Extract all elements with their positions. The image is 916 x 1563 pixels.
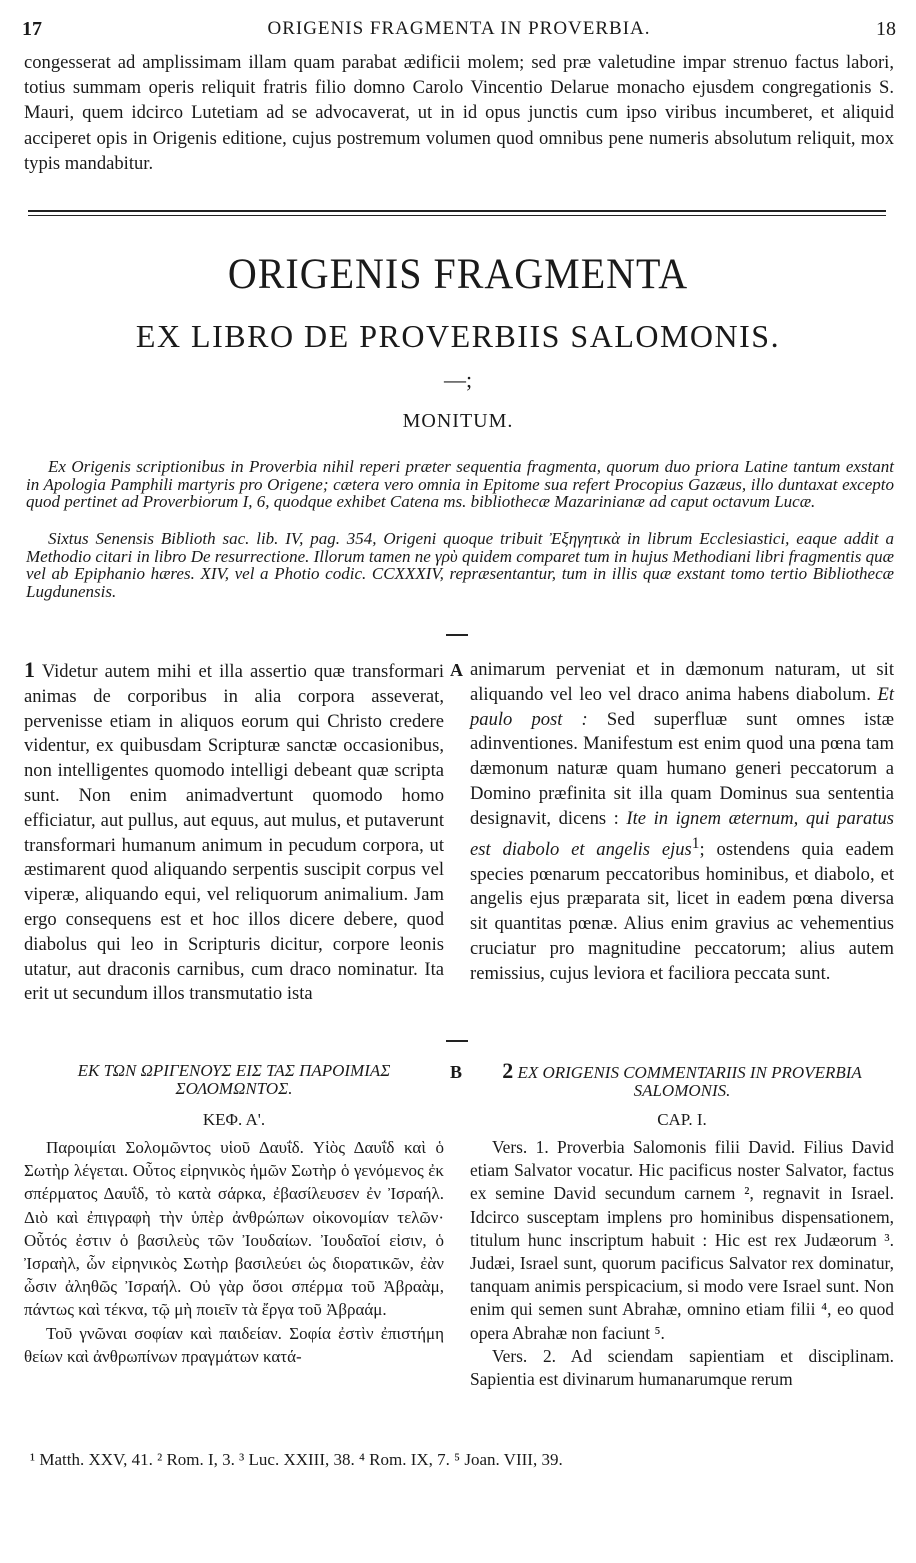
greek-paragraph-2: Τοῦ γνῶναι σοφίαν καὶ παιδείαν. Σοφία ἐστὶν ἐπιστήμη θείων καὶ ἀνθρωπίνων πραγμάτων κατά- [24, 1323, 444, 1366]
section-divider-2 [446, 1040, 468, 1042]
section1-right-text-3: ; ostendens quia eadem species pœnarum peccatoribus hominibus, et diabolo, et angelis ejus præparata sit, licet in eadem pœna diversa sit quantitas pœnæ. Alius enim gravius ac vehementius cruciatur pro magnitudine peccatorum; alius autem remissius, cujus leviora et faciliora peccata sunt. [470, 838, 894, 984]
section1-left-column [24, 658, 444, 1007]
latin-chapter-label: CAP. I. [657, 1110, 707, 1129]
greek-paragraph-1: Παροιμίαι Σολομῶντος υἱοῦ Δαυΐδ. Υἱὸς Δαυΐδ καὶ ὁ Σωτὴρ λέγεται. Οὗτος εἰρηνικὸς ἡμῶν Σωτὴρ ὁ γενόμενος ἐκ σπέρματος Δαυΐδ, τὸ κατὰ σάρκα, ἐβασίλευσεν ἐν Ἰσραήλ. Διὸ καὶ ἐπιγραφὴ τὴν ὑπὲρ ἀνθρώπων οἰκονομίαν τελῶν· Οὗτός ἐστιν ὁ βασιλεὺς τῶν Ἰουδαίων. Ἰουδαῖοί εἰσιν, ὁ Ἰσραὴλ, ὧν εἰρηνικὸς Σωτὴρ βασιλεύει ὡς διορατικῶν, ἐὰν ὦσιν ἀληθῶς Ἰσραήλ. Οὐ γὰρ ὅσοι σπέρμα τοῦ Ἀβραὰμ, πάντως καὶ τέκνα, τῷ μὴ ποιεῖν τὰ ἔργα τοῦ Ἀβραάμ. [24, 1138, 444, 1320]
running-head [22, 18, 896, 46]
main-title: ORIGENIS FRAGMENTA [227, 249, 689, 298]
section2-number: 2 [502, 1058, 514, 1083]
section1-right-column [470, 658, 894, 987]
footnote-ref-1: 1 [691, 834, 700, 852]
greek-heading: ΕΚ ΤΩΝ ΩΡΙΓΕΝΟΥΣ ΕΙΣ ΤΑΣ ΠΑΡΟΙΜΙΑΣ ΣΟΛΟΜΩΝΤΟΣ. [77, 1061, 391, 1098]
subtitle: EX LIBRO DE PROVERBIIS SALOMONIS. [135, 318, 781, 354]
margin-marker-b: B [450, 1062, 463, 1082]
greek-chapter-label: ΚΕΦ. Α'. [202, 1110, 266, 1129]
footnotes: ¹ Matth. XXV, 41. ² Rom. I, 3. ³ Luc. XXIII, 38. ⁴ Rom. IX, 7. ⁵ Joan. VIII, 39. [30, 1450, 563, 1469]
monitum-paragraph-1: Ex Origenis scriptionibus in Proverbia nihil reperi præter sequentia fragmenta, quorum duo priora Latine tantum exstant in Apologia Pamphili martyris pro Origene; cætera vero omnia in Epitome sua refert Procopius Gazæus, illo duntaxat excepto quod pertinet ad Proverbiorum I, 6, quodque exhibet Catena ms. bibliothecæ Mazarinianæ ad caput octavum Lucæ. [26, 457, 894, 511]
intro-paragraph: congesserat ad amplissimam illam quam parabat ædificii molem; sed præ valetudine impar strenuo factus labori, totius summam operis reliquit fratris filio domno Carolo Vincentio Delarue monacho ejusdem congregationis S. Mauri, quem idcirco Lutetiam ad se advocaverat, ut in id opus junctis cum ipso viribus incumberet, et aliquid acciperet opis in Origenis editione, cujus postremum volumen quod omnibus pene numeris absolutum reliquit, mox typis mandabitur. [24, 52, 894, 174]
latin-heading-block [470, 1058, 894, 1100]
section1-right-italic-2: Ite in ignem æternum, qui paratus est diabolo et angelis ejus [470, 807, 895, 860]
latin-heading: EX ORIGENIS COMMENTARIIS IN PROVERBIA SALOMONIS. [517, 1063, 862, 1100]
ornament: —; [443, 367, 473, 392]
running-title: ORIGENIS FRAGMENTA IN PROVERBIA. [267, 18, 651, 39]
right-mark: 18 [876, 18, 896, 40]
section-divider [446, 634, 468, 636]
section1-right-italic-1: Et paulo post : [470, 683, 894, 730]
section1-left-text: Videtur autem mihi et illa assertio quæ transformari animas de corporibus in alia corpora asseverat, pervenisse etiam in aliquos eorum qui Christo credere videntur, ex quibusdam Scripturæ sanctæ occasionibus, non intelligentes quomodo intelligi debeant quæ scripta sunt. Non enim animadvertunt quomodo homo efficiatur, aut pullus, aut equus, aut mulus, et putaverunt transformari humanum animum in pecudum corpora, ut æstimarent quod aliquando serpentis suscipit corpus vel viperæ, aliquando equi, vel reliquorum animalium. Jam ergo consequens est et hoc illos dicere debere, quod diabolus qui leo in Scripturis dicitur, corpore leonis utatur, aut draconis carnibus, cum draco nominatur. Ita erit ut secundum illos transmutatio ista [24, 661, 444, 1005]
page-number: 17 [22, 18, 42, 40]
latin-paragraph-2: Vers. 2. Ad sciendam sapientiam et disciplinam. Sapientia est divinarum humanarumque rerum [470, 1345, 894, 1390]
margin-marker-a: A [450, 660, 463, 680]
section1-right-text-2: Sed superfluæ sunt omnes istæ adinventiones. Manifestum est enim quod una pœna tam dæmonum naturæ quam humano generi peccatorum a Domino præfinita sit illa quam Dominus sua sententia designavit, dicens : [470, 708, 894, 829]
section1-number: 1 [24, 657, 35, 682]
latin-paragraph-1: Vers. 1. Proverbia Salomonis filii David. Filius David etiam Salvator vocatur. Hic pacificus noster Salvator, factus ex semine David secundum carnem ², regnavit in Israel. Idcirco susceptam implens pro hominibus dispensationem, titulum hunc inscriptum habuit : Hic est rex Judæorum ³. Judæi, Israel sunt, quorum pacificus Salvator rex dominatur, tanquam animis perspicacium, si modo vere Israel sunt. Non enim qui semen sunt Abrahæ, omnino etiam filii ⁴, eo quod opera Abrahæ non faciunt ⁵. [470, 1137, 894, 1343]
greek-body [24, 1136, 444, 1368]
double-rule-top [28, 210, 886, 213]
section1-right-text-1: animarum perveniat et in dæmonum naturam, ut sit aliquando vel leo vel draco anima habens diabolum. [470, 659, 894, 705]
double-rule-bottom [28, 215, 886, 217]
monitum-paragraph-2: Sixtus Senensis Biblioth sac. lib. IV, pag. 354, Origeni quoque tribuit Ἐξηγητικὰ in librum Ecclesiastici, eaque addit a Methodio citari in libro De resurrectione. Illorum tamen ne γρὺ quidem comparet tum in hujus Methodiani libri fragmentis quæ vel ab Epiphanio hæres. XIV, vel a Photio codic. CCXXXIV, repræsentantur, tum in illis quæ exstant tomo tertio Bibliothecæ Lugdunensis. [26, 529, 894, 601]
latin-body [470, 1136, 894, 1391]
monitum-heading: MONITUM. [402, 410, 514, 432]
